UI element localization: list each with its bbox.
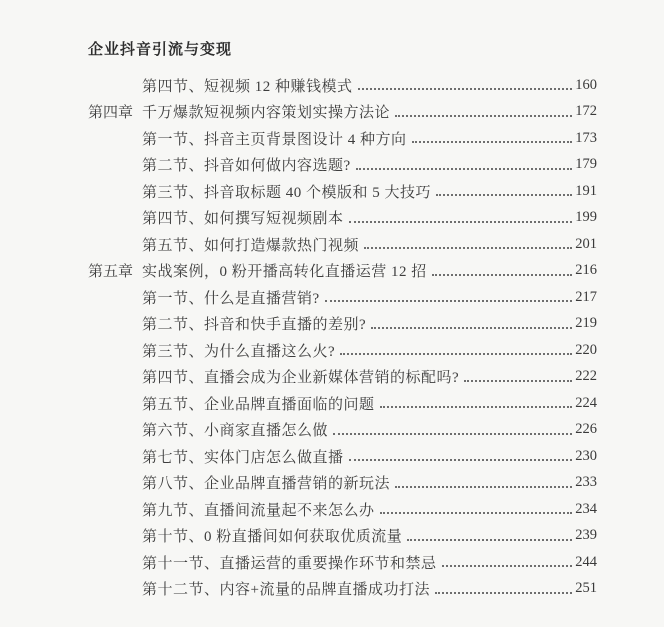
toc-entry	[88, 152, 597, 179]
dot-leader	[435, 592, 572, 594]
toc-entry	[88, 364, 597, 391]
entry-title: 实战案例，0 粉开播高转化直播运营 12 招	[142, 264, 427, 281]
entry-title: 第二节、抖音如何做内容选题?	[142, 158, 351, 175]
page-number: 179	[575, 156, 597, 173]
entry-title: 第五节、如何打造爆款热门视频	[142, 237, 360, 254]
dot-leader	[356, 168, 573, 170]
dot-leader	[436, 194, 572, 196]
toc-entry	[88, 443, 597, 470]
toc-entry	[88, 523, 597, 550]
toc-entry	[88, 231, 597, 258]
entry-title: 第十一节、直播运营的重要操作环节和禁忌	[142, 555, 437, 572]
entry-title: 第十节、0 粉直播间如何获取优质流量	[142, 529, 403, 546]
dot-leader	[371, 327, 572, 329]
entry-title: 第三节、为什么直播这么火?	[142, 343, 336, 360]
dot-leader	[325, 300, 573, 302]
entry-title: 第四节、短视频 12 种赚钱模式	[142, 78, 353, 95]
toc-entry	[88, 258, 597, 285]
entry-title: 第二节、抖音和快手直播的差别?	[142, 317, 367, 334]
entry-title: 第一节、抖音主页背景图设计 4 种方向	[142, 131, 407, 148]
toc-entry	[88, 337, 597, 364]
page-number: 226	[575, 421, 597, 438]
toc-entry	[88, 470, 597, 497]
toc-entry	[88, 99, 597, 126]
page-header-title: 企业抖音引流与变现	[88, 41, 233, 58]
entry-title: 第八节、企业品牌直播营销的新玩法	[142, 476, 391, 493]
toc-entry	[88, 417, 597, 444]
toc-entry	[88, 178, 597, 205]
page-number: 160	[575, 76, 597, 93]
page-number: 220	[575, 341, 597, 358]
page-number: 172	[575, 103, 597, 120]
dot-leader	[358, 88, 573, 90]
toc-entry	[88, 125, 597, 152]
entry-title: 千万爆款短视频内容策划实操方法论	[142, 105, 391, 122]
dot-leader	[380, 406, 573, 408]
toc-list	[88, 72, 597, 602]
entry-title: 第九节、直播间流量起不来怎么办	[142, 502, 375, 519]
chapter-label: 第五章	[88, 264, 134, 281]
dot-leader	[395, 115, 572, 117]
toc-content	[88, 38, 597, 602]
page-number: 199	[575, 209, 597, 226]
entry-title: 第五节、企业品牌直播面临的问题	[142, 396, 375, 413]
entry-title: 第一节、什么是直播营销?	[142, 290, 320, 307]
entry-title: 第七节、实体门店怎么做直播	[142, 449, 344, 466]
page-number: 219	[575, 315, 597, 332]
page-number: 217	[575, 288, 597, 305]
page-number: 222	[575, 368, 597, 385]
chapter-label: 第四章	[88, 105, 134, 122]
page-number: 251	[575, 580, 597, 597]
dot-leader	[349, 459, 573, 461]
dot-leader	[412, 141, 573, 143]
dot-leader	[395, 486, 572, 488]
page-number: 230	[575, 447, 597, 464]
entry-title: 第三节、抖音取标题 40 个模版和 5 大技巧	[142, 184, 432, 201]
toc-entry	[88, 72, 597, 99]
dot-leader	[349, 221, 573, 223]
toc-entry	[88, 496, 597, 523]
entry-title: 第六节、小商家直播怎么做	[142, 423, 329, 440]
entry-title: 第四节、直播会成为企业新媒体营销的标配吗?	[142, 370, 460, 387]
dot-leader	[340, 353, 572, 355]
dot-leader	[333, 433, 572, 435]
toc-entry	[88, 390, 597, 417]
entry-title: 第四节、如何撰写短视频剧本	[142, 211, 344, 228]
page-number: 216	[575, 262, 597, 279]
toc-entry	[88, 576, 597, 603]
page-number: 233	[575, 474, 597, 491]
dot-leader	[464, 380, 572, 382]
entry-title: 第十二节、内容+流量的品牌直播成功打法	[142, 582, 430, 599]
page-number: 191	[575, 182, 597, 199]
dot-leader	[380, 512, 573, 514]
dot-leader	[442, 565, 573, 567]
dot-leader	[432, 274, 572, 276]
toc-entry	[88, 205, 597, 232]
page-number: 244	[575, 553, 597, 570]
page-number: 201	[575, 235, 597, 252]
dot-leader	[364, 247, 572, 249]
page-number: 224	[575, 394, 597, 411]
page-number: 239	[575, 527, 597, 544]
toc-entry	[88, 311, 597, 338]
toc-entry	[88, 284, 597, 311]
page-number: 234	[575, 500, 597, 517]
dot-leader	[407, 539, 572, 541]
page-number: 173	[575, 129, 597, 146]
toc-entry	[88, 549, 597, 576]
